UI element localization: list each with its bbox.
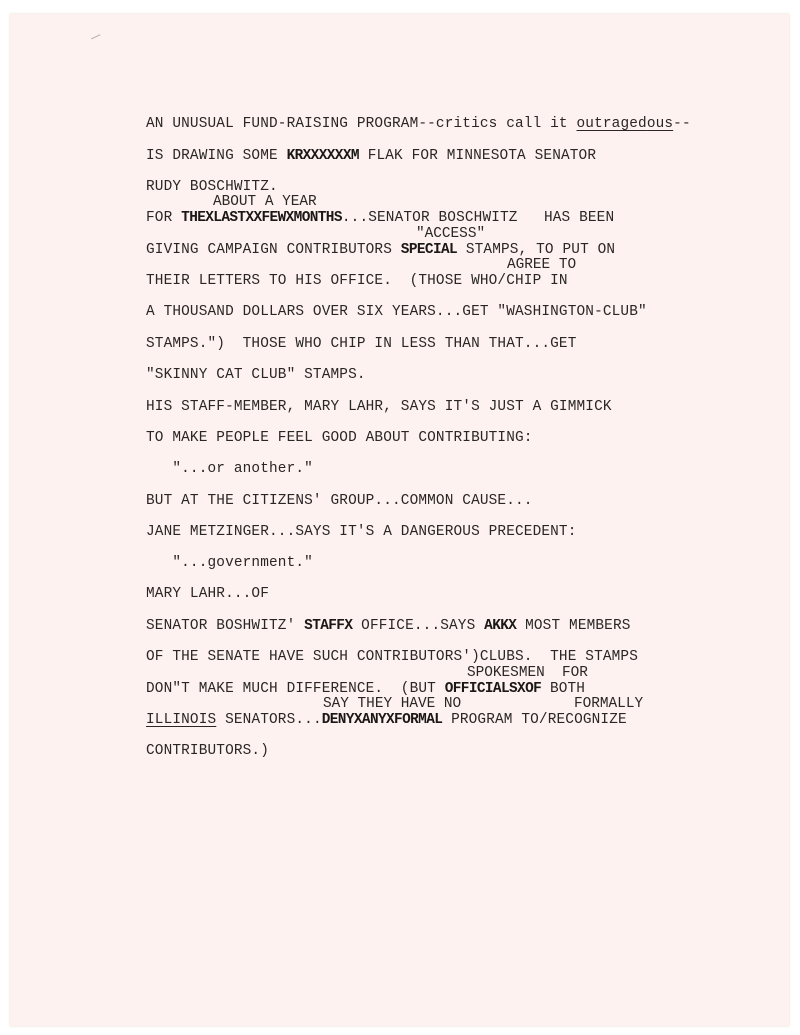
line-20-text-end: PROGRAM TO/RECOGNIZE <box>442 712 627 728</box>
line-19-text: DON"T MAKE MUCH DIFFERENCE. (BUT <box>146 681 445 697</box>
struck-word: KRXXXXXXM <box>286 148 359 164</box>
underlined-word-outrageous: outraged <box>576 116 647 132</box>
text-line-6: THEIR LETTERS TO HIS OFFICE. (THOSE WHO/CHIP IN <box>146 273 568 289</box>
line-5-text: GIVING CAMPAIGN CONTRIBUTORS <box>146 242 401 258</box>
line-17-text-mid: OFFICE...SAYS <box>352 618 485 634</box>
line-17-text-end: MOST MEMBERS <box>516 618 631 634</box>
text-line-13: BUT AT THE CITIZENS' GROUP...COMMON CAUSE... <box>146 493 533 509</box>
insertion-agree-to: AGREE TO <box>507 257 577 273</box>
typewritten-page <box>10 14 789 1026</box>
text-line-20 <box>146 712 627 728</box>
line-4-text: FOR <box>146 210 182 226</box>
text-line-17 <box>146 618 631 634</box>
text-line-12: "...or another." <box>146 461 313 477</box>
line-1-text: AN UNUSUAL FUND-RAISING PROGRAM--critics call it <box>146 116 577 132</box>
text-line-5 <box>146 242 615 258</box>
line-4-text-end: ...SENATOR BOSCHWITZ HAS BEEN <box>341 210 615 226</box>
text-line-2 <box>146 148 596 164</box>
insertion-formally: FORMALLY <box>574 696 644 712</box>
text-line-14: JANE METZINGER...SAYS IT'S A DANGEROUS PRECEDENT: <box>146 524 577 540</box>
line-2-text: IS DRAWING SOME <box>146 148 287 164</box>
insertion-spokesmen-for: SPOKESMEN FOR <box>467 665 588 681</box>
text-line-18: OF THE SENATE HAVE SUCH CONTRIBUTORS')CLUBS. THE STAMPS <box>146 649 639 665</box>
text-line-15: "...government." <box>146 555 313 571</box>
text-line-7: A THOUSAND DOLLARS OVER SIX YEARS...GET "WASHINGTON-CLUB" <box>146 304 647 320</box>
underlined-word-illinois: ILLINOIS <box>146 712 217 728</box>
line-19-text-end: BOTH <box>541 681 586 697</box>
line-5-text-end: STAMPS, TO PUT ON <box>457 242 616 258</box>
line-1-dashes: -- <box>673 116 691 132</box>
struck-word: SPECIAL <box>400 242 458 258</box>
struck-phrase: THEXLASTXXFEWXMONTHS <box>181 210 342 226</box>
text-line-1 <box>146 116 691 132</box>
line-2-text-end: FLAK FOR MINNESOTA SENATOR <box>358 148 597 164</box>
line-17-text: SENATOR BOSHWITZ' <box>146 618 305 634</box>
text-line-3: RUDY BOSCHWITZ. <box>146 179 278 195</box>
text-line-8: STAMPS.") THOSE WHO CHIP IN LESS THAN THAT...GET <box>146 336 577 352</box>
text-line-10: HIS STAFF-MEMBER, MARY LAHR, SAYS IT'S JUST A GIMMICK <box>146 399 612 415</box>
line-1-underlined-end: ous <box>646 116 674 132</box>
text-line-11: TO MAKE PEOPLE FEEL GOOD ABOUT CONTRIBUTING: <box>146 430 533 446</box>
struck-phrase: DENYXANYXFORMAL <box>321 712 443 728</box>
line-20-text: SENATORS... <box>216 712 322 728</box>
text-line-21: CONTRIBUTORS.) <box>146 743 270 759</box>
struck-word-2: AKKX <box>484 618 517 634</box>
insertion-say-they-have-no: SAY THEY HAVE NO <box>323 696 462 712</box>
insertion-access: "ACCESS" <box>416 226 486 242</box>
text-line-19 <box>146 681 585 697</box>
struck-phrase: OFFICIALSXOF <box>444 681 542 697</box>
text-line-9: "SKINNY CAT CLUB" STAMPS. <box>146 367 366 383</box>
struck-word: STAFFX <box>304 618 353 634</box>
text-line-4 <box>146 210 614 226</box>
text-line-16: MARY LAHR...OF <box>146 586 270 602</box>
insertion-about-a-year: ABOUT A YEAR <box>213 194 317 210</box>
